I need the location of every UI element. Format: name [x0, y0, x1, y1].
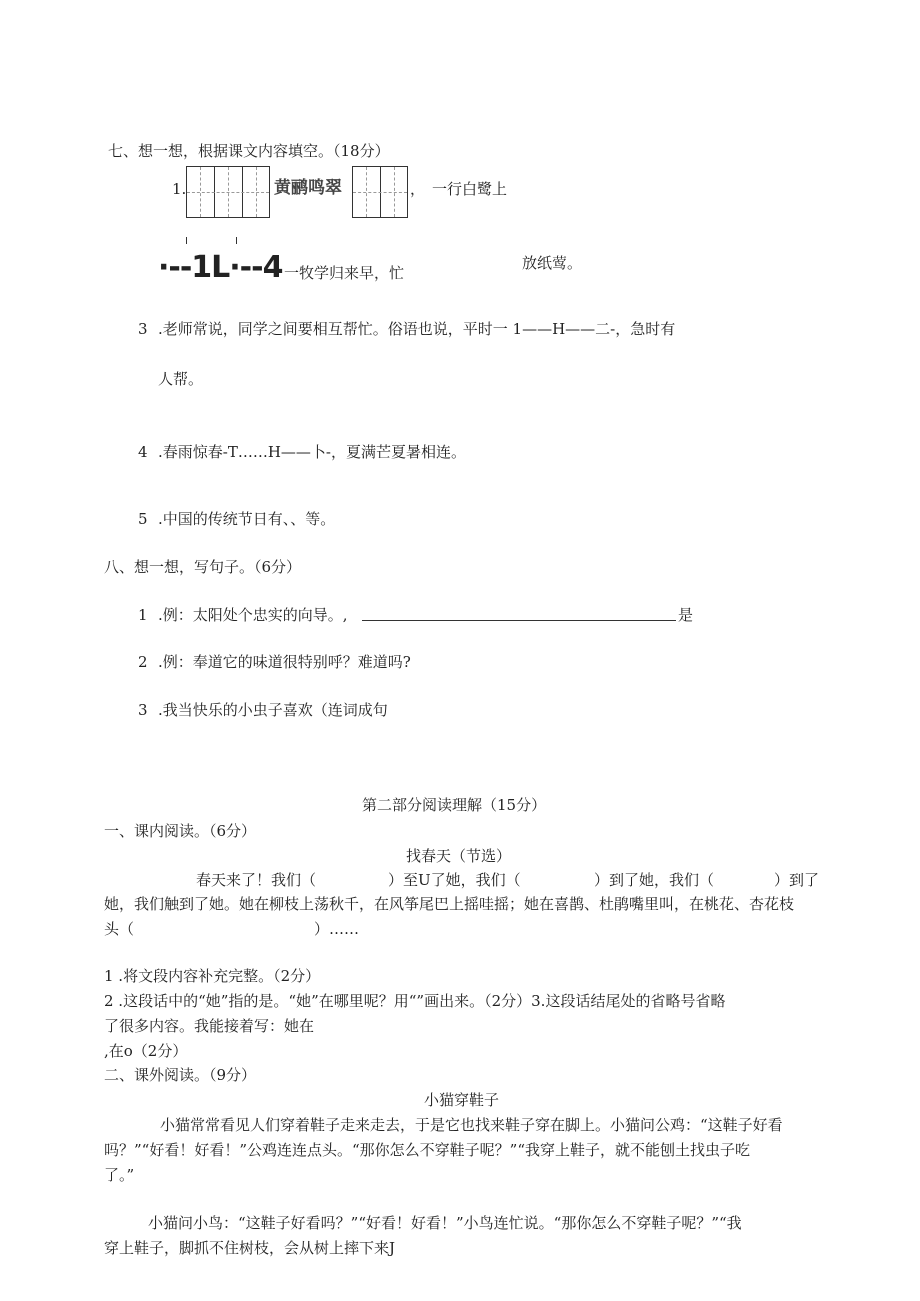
- p3-line2: 穿上鞋子，脚抓不住树枝，会从树上摔下来J: [104, 1239, 396, 1257]
- p2-line3: 了。”: [104, 1166, 135, 1184]
- s8-q2-number: 2: [138, 653, 148, 671]
- part2-s1-heading: 一、课内阅读。（6分）: [104, 822, 257, 840]
- q4-number: 4: [138, 443, 148, 461]
- p3-line1: 小猫问小鸟：“这鞋子好看吗？”“好看！好看！”小鸟连忙说。“那你怎么不穿鞋子呢？”“我: [148, 1214, 742, 1232]
- q3-continuation: 人帮。: [158, 370, 204, 388]
- p1-line3-a: 头（: [104, 920, 135, 938]
- section7-heading: 七、想一想，根据课文内容填空。（18分）: [108, 142, 390, 160]
- q1-phrase: 黄鹂鸣翠: [274, 178, 342, 198]
- part2-q2: 2 .这段话中的“她”指的是。“她”在哪里呢？用“”画出来。（2分）3.这段话结尾处的省略号省略: [104, 992, 726, 1010]
- part2-title: 第二部分阅读理解（15分）: [362, 796, 547, 814]
- part2-q2-cont2: ,在o（2分）: [104, 1042, 188, 1060]
- tick-mark: [186, 237, 187, 244]
- s8-q2-text: .例：奉道它的味道很特别呼？难道吗?: [158, 653, 411, 671]
- q5-number: 5: [138, 510, 148, 528]
- p1-line3-b: ）……: [314, 920, 360, 938]
- q2-tail: 放纸莺。: [522, 254, 583, 272]
- q1-tail: 一行白鹭上: [432, 180, 508, 198]
- s8-q1-text: .例：太阳处个忠实的向导。,: [158, 606, 348, 624]
- q5-text: .中国的传统节日有、、等。: [158, 510, 336, 528]
- section8-heading: 八、想一想，写句子。（6分）: [104, 558, 302, 576]
- p1-line1-b: ）至U了她，我们（: [388, 871, 521, 889]
- writing-grid-right: [352, 166, 408, 218]
- q3-number: 3: [138, 320, 148, 338]
- p2-line2: 吗？”“好看！好看！”公鸡连连点头。“那你怎么不穿鞋子呢？”“我穿上鞋子，就不能刨土找虫子吃: [104, 1141, 751, 1159]
- q4-text: .春雨惊春-T……H——卜-，夏满芒夏暑相连。: [158, 443, 466, 461]
- part2-q1: 1 .将文段内容补充完整。（2分）: [104, 967, 321, 985]
- passage2-title: 小猫穿鞋子: [424, 1091, 500, 1109]
- part2-s2-heading: 二、课外阅读。（9分）: [104, 1066, 257, 1084]
- part2-q2-cont: 了很多内容。我能接着写：她在: [104, 1017, 315, 1035]
- s8-q3-number: 3: [138, 701, 148, 719]
- s8-q3-text: .我当快乐的小虫子喜欢（连词成句: [158, 701, 388, 719]
- q2-text: 一牧学归来早，忙: [284, 264, 405, 282]
- q3-text: .老师常说，同学之间要相互帮忙。俗语也说，平时一 1——H——二-，急时有: [158, 320, 676, 338]
- answer-line[interactable]: [362, 620, 676, 621]
- s8-q1-number: 1: [138, 606, 148, 624]
- p1-line1-a: 春天来了！我们（: [196, 871, 317, 889]
- passage1-title: 找春天（节选）: [406, 847, 512, 865]
- p1-line1-d: ）到了: [774, 871, 820, 889]
- q1-number: 1.: [172, 180, 187, 198]
- p1-line2: 她，我们触到了她。她在柳枝上荡秋千，在风筝尾巴上摇哇摇；她在喜鹊、杜鹃嘴里叫，在桃花、杏花枝: [104, 895, 795, 913]
- p2-line1: 小猫常常看见人们穿着鞋子走来走去，于是它也找来鞋子穿在脚上。小猫问公鸡：“这鞋子好看: [160, 1116, 783, 1134]
- q1-comma: ，: [410, 180, 426, 198]
- writing-grid-left: [186, 166, 270, 218]
- tick-mark: [236, 237, 237, 244]
- p1-line1-c: ）到了她，我们（: [594, 871, 715, 889]
- q2-garbled-text: ·--1L·--4: [158, 250, 283, 285]
- s8-q1-end: 是: [678, 606, 694, 624]
